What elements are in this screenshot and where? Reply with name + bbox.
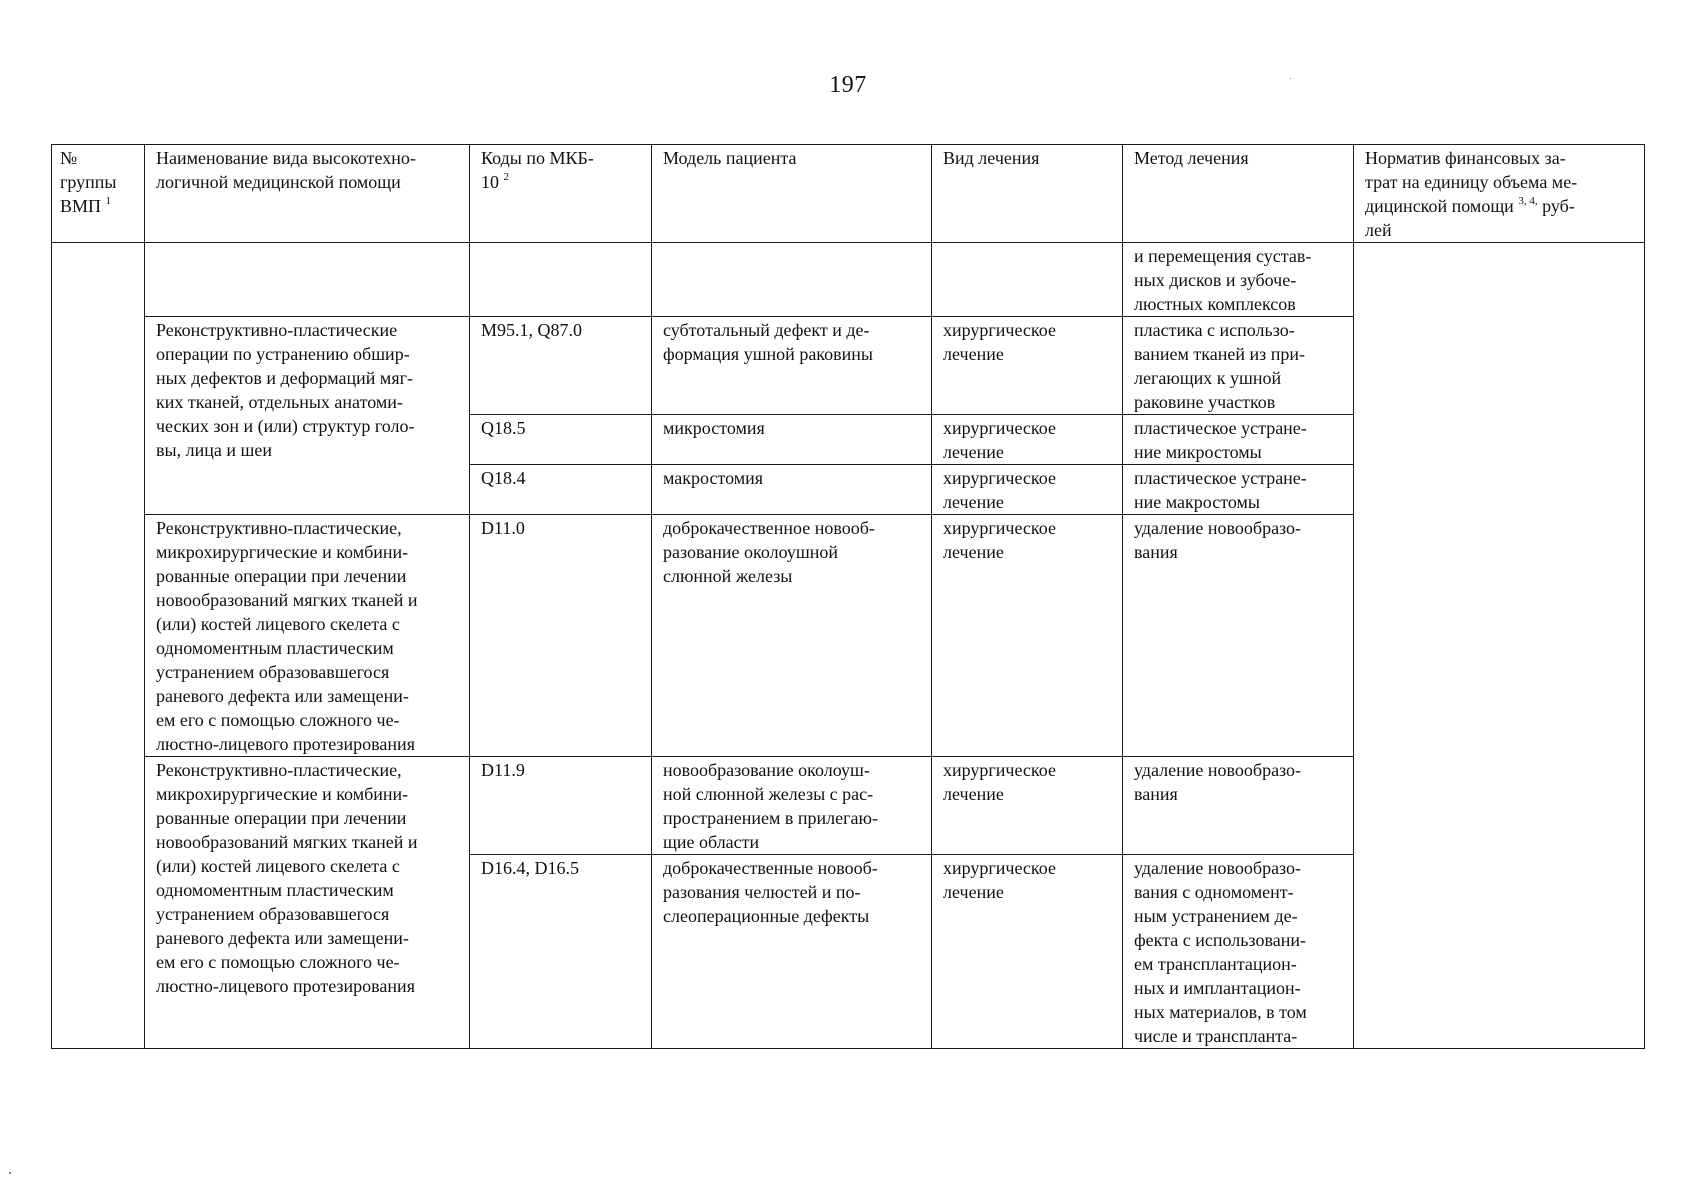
- table-row: [52, 243, 1645, 317]
- table-header-row: [52, 145, 1645, 243]
- cell-type: хирургическое лечение: [932, 855, 1123, 1049]
- cell-method: удаление новообразо- вания: [1123, 757, 1354, 855]
- cell-model: доброкачественное новооб- разование околоушной слюнной железы: [652, 515, 932, 757]
- header-cost-norm-tail: руб- лей: [1365, 196, 1575, 240]
- cell-method: пластическое устране- ние макростомы: [1123, 465, 1354, 515]
- header-group-no-text: № группы ВМП: [60, 148, 117, 216]
- cell-type: хирургическое лечение: [932, 515, 1123, 757]
- cell-type: [932, 243, 1123, 317]
- cell-name: Реконструктивно-пластические, микрохирургические и комбини- рованные операции при лечении новообразований мягких тканей и (или) костей лицевого скелета с одномоментным пластическим устранением образовавшегося раневого дефекта или замещени- ем его с помощью сложного че- люстно-лицевого протезирования: [145, 757, 470, 1049]
- cell-method: пластика с использо- ванием тканей из при- легающих к ушной раковине участков: [1123, 317, 1354, 415]
- scan-speck: [9, 1172, 11, 1174]
- cell-model: новообразование околоуш- ной слюнной железы с рас- пространением в прилегаю- щие области: [652, 757, 932, 855]
- header-name: Наименование вида высокотехно- логичной медицинской помощи: [145, 145, 470, 243]
- cell-codes: Q18.5: [470, 415, 652, 465]
- cell-group-no: [52, 243, 145, 1049]
- cell-method: удаление новообразо- вания: [1123, 515, 1354, 757]
- cell-model: [652, 243, 932, 317]
- cell-type: хирургическое лечение: [932, 465, 1123, 515]
- cell-model: доброкачественные новооб- разования челюстей и по- слеоперационные дефекты: [652, 855, 932, 1049]
- cell-codes: M95.1, Q87.0: [470, 317, 652, 415]
- header-codes-text: Коды по МКБ- 10: [481, 148, 594, 192]
- scan-speck: [1290, 78, 1291, 79]
- cell-model: макростомия: [652, 465, 932, 515]
- cell-name: [145, 243, 470, 317]
- cell-method: и перемещения сустав- ных дисков и зубоче- люстных комплексов: [1123, 243, 1354, 317]
- cell-cost-norm: [1354, 243, 1645, 1049]
- footnote-ref: 3, 4,: [1518, 195, 1538, 207]
- cell-codes: [470, 243, 652, 317]
- cell-model: микростомия: [652, 415, 932, 465]
- header-cost-norm-text: Норматив финансовых за- трат на единицу объема ме- дицинской помощи: [1365, 148, 1578, 216]
- footnote-ref: 1: [105, 195, 112, 207]
- header-group-no: [52, 145, 145, 243]
- vmp-table: [51, 144, 1645, 1049]
- page-number: 197: [829, 72, 867, 98]
- header-patient-model: Модель пациента: [652, 145, 932, 243]
- cell-type: хирургическое лечение: [932, 415, 1123, 465]
- cell-model: субтотальный дефект и де- формация ушной раковины: [652, 317, 932, 415]
- cell-type: хирургическое лечение: [932, 317, 1123, 415]
- cell-name: Реконструктивно-пластические, микрохирургические и комбини- рованные операции при лечении новообразований мягких тканей и (или) костей лицевого скелета с одномоментным пластическим устранением образовавшегося раневого дефекта или замещени- ем его с помощью сложного че- люстно-лицевого протезирования: [145, 515, 470, 757]
- header-cost-norm: [1354, 145, 1645, 243]
- cell-codes: Q18.4: [470, 465, 652, 515]
- header-codes: [470, 145, 652, 243]
- footnote-ref: 2: [503, 171, 509, 183]
- cell-method: пластическое устране- ние микростомы: [1123, 415, 1354, 465]
- cell-method: удаление новообразо- вания с одномомент- ным устранением де- фекта с использовани- ем трансплантацион- ных и имплантацион- ных материалов, в том числе и транспланта-: [1123, 855, 1354, 1049]
- cell-codes: D11.0: [470, 515, 652, 757]
- header-treatment-type: Вид лечения: [932, 145, 1123, 243]
- cell-codes: D16.4, D16.5: [470, 855, 652, 1049]
- cell-codes: D11.9: [470, 757, 652, 855]
- cell-type: хирургическое лечение: [932, 757, 1123, 855]
- cell-name: Реконструктивно-пластические операции по устранению обшир- ных дефектов и деформаций мяг- ких тканей, отдельных анатоми- ческих зон и (или) структур голо- вы, лица и шеи: [145, 317, 470, 515]
- header-treatment-method: Метод лечения: [1123, 145, 1354, 243]
